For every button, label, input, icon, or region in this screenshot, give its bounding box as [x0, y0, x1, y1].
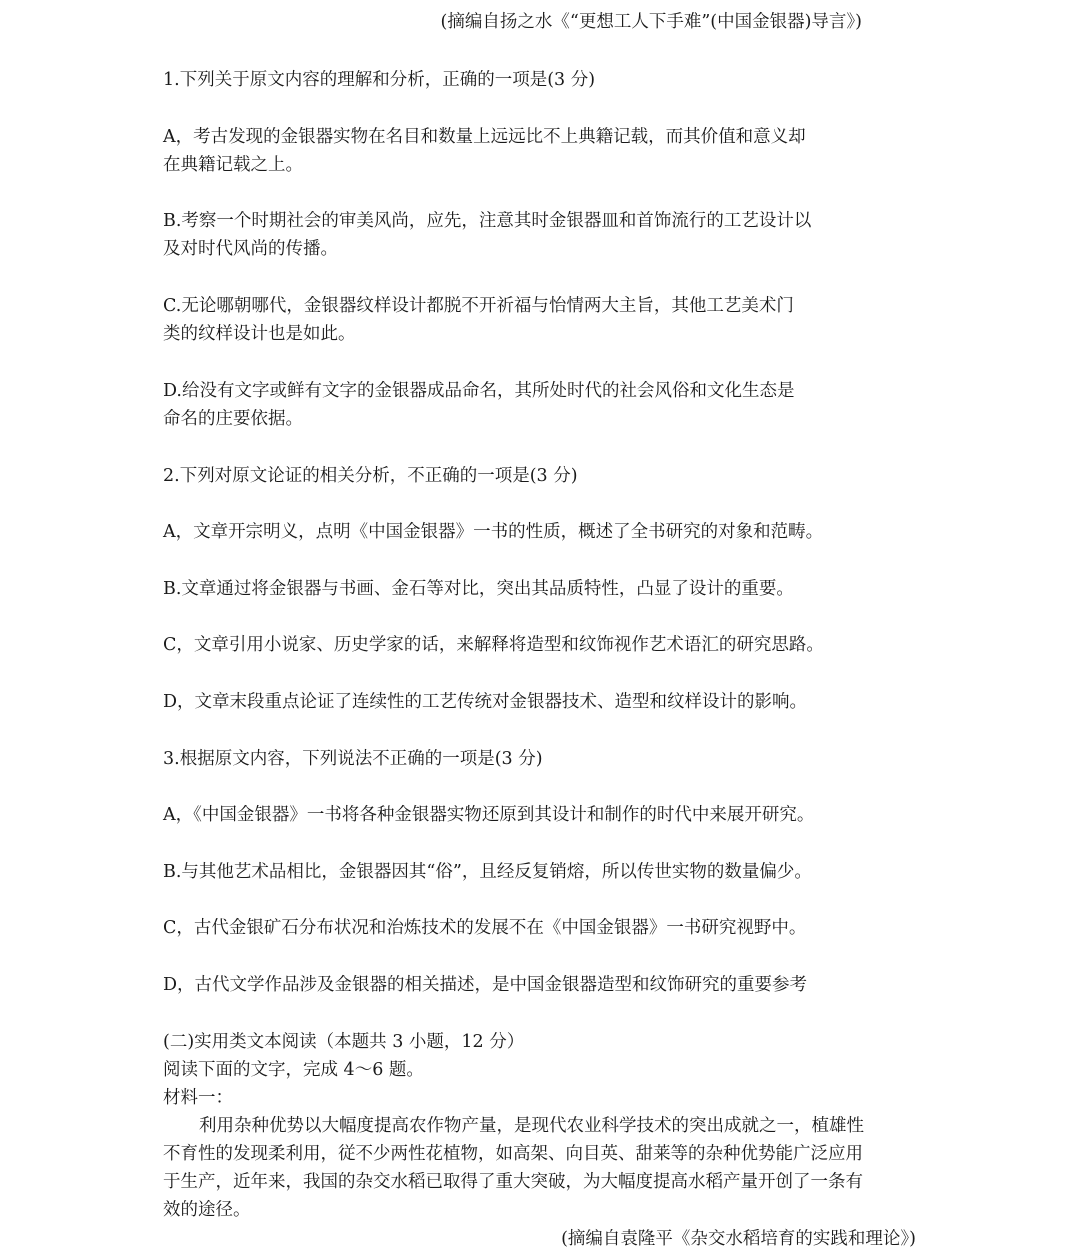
question-1-option-d-line1: D.给没有文字或鲜有文字的金银器成品命名，其所处时代的社会风俗和文化生态是	[163, 381, 795, 401]
source-citation-bottom: (摘编自袁隆平《杂交水稻培育的实践和理论》)	[561, 1229, 916, 1249]
question-1-option-a-line2: 在典籍记载之上。	[163, 155, 303, 175]
question-1-option-d-line2: 命名的庄要依据。	[163, 409, 303, 429]
question-1-option-a-line1: A，考古发现的金银器实物在名目和数量上远远比不上典籍记载，而其价值和意义却	[163, 127, 806, 147]
question-3-option-b: B.与其他艺术品相比，金银器因其“俗”，且经反复销熔，所以传世实物的数量偏少。	[163, 862, 812, 882]
question-2-option-d: D，文章末段重点论证了连续性的工艺传统对金银器技术、造型和纹样设计的影响。	[163, 692, 808, 712]
question-3-option-c: C，古代金银矿石分布状况和治炼技术的发展不在《中国金银器》一书研究视野中。	[163, 918, 807, 938]
question-2-option-c: C，文章引用小说家、历史学家的话，来解释将造型和纹饰视作艺术语汇的研究思路。	[163, 635, 824, 655]
question-1-stem: 1.下列关于原文内容的理解和分析，正确的一项是(3 分)	[163, 70, 596, 90]
material-label: 材料一：	[163, 1088, 233, 1108]
question-3-option-d: D，古代文学作品涉及金银器的相关描述，是中国金银器造型和纹饰研究的重要参考	[163, 975, 808, 995]
material-paragraph-line1: 利用杂种优势以大幅度提高农作物产量，是现代农业科学技术的突出成就之一，植雄性	[199, 1116, 864, 1136]
question-1-option-b-line1: B.考察一个时期社会的审美风尚，应先，注意其时金银器皿和首饰流行的工艺设计以	[163, 211, 812, 231]
question-3-stem: 3.根据原文内容，下列说法不正确的一项是(3 分)	[163, 749, 543, 769]
source-citation-top: (摘编自扬之水《“更想工人下手难”(中国金银器)导言》)	[440, 12, 862, 32]
material-paragraph-line3: 于生产，近年来，我国的杂交水稻已取得了重大突破，为大幅度提高水稻产量开创了一条有	[163, 1172, 863, 1192]
section-2-instruction: 阅读下面的文字，完成 4～6 题。	[163, 1060, 424, 1080]
question-1-option-c-line2: 类的纹样设计也是如此。	[163, 324, 356, 344]
material-paragraph-line2: 不育性的发现柔利用，従不少两性花植物，如高架、向目英、甜莱等的杂种优势能广泛应用	[163, 1144, 863, 1164]
question-3-option-a: A，《中国金银器》一书将各种金银器实物还原到其设计和制作的时代中来展开研究。	[163, 805, 815, 825]
question-1-option-b-line2: 及对时代风尚的传播。	[163, 239, 338, 259]
question-2-option-a: A，文章开宗明义，点明《中国金银器》一书的性质，概述了全书研究的对象和范畴。	[163, 522, 824, 542]
material-paragraph-line4: 效的途径。	[163, 1200, 251, 1220]
question-2-option-b: B.文章通过将金银器与书画、金石等对比，突出其品质特性，凸显了设计的重要。	[163, 579, 794, 599]
section-2-heading: (二)实用类文本阅读（本题共 3 小题，12 分）	[163, 1032, 525, 1052]
question-1-option-c-line1: C.无论哪朝哪代，金银器纹样设计都脱不开祈福与怡情两大主旨，其他工艺美术门	[163, 296, 794, 316]
question-2-stem: 2.下列对原文论证的相关分析，不正确的一项是(3 分)	[163, 466, 578, 486]
